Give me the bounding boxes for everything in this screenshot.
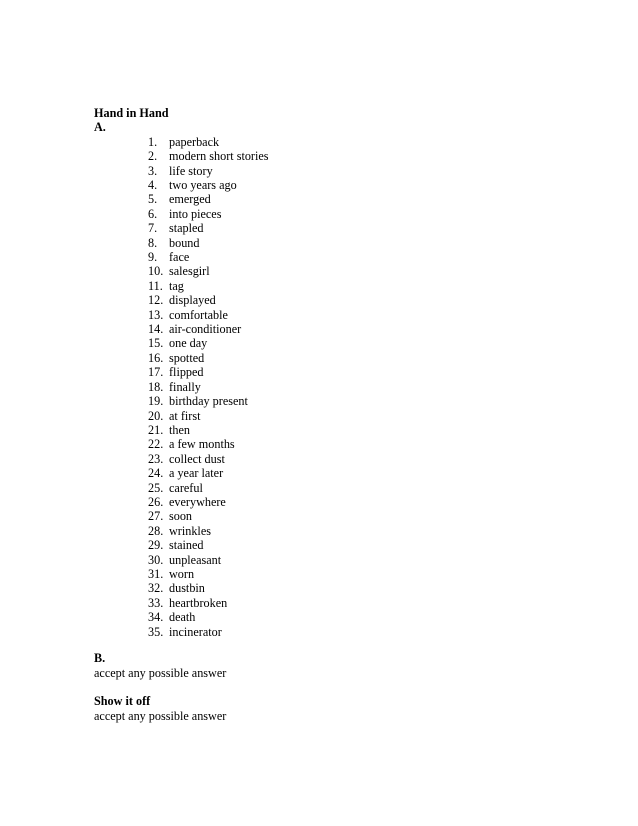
- list-item: [148, 452, 269, 466]
- list-item-number: 24.: [148, 466, 164, 481]
- list-item-number: 33.: [148, 595, 164, 610]
- list-item: [148, 538, 269, 552]
- list-item: [148, 466, 269, 480]
- list-item-text: collect dust: [169, 451, 225, 466]
- list-item-number: 12.: [148, 293, 164, 308]
- list-item-text: bound: [169, 235, 200, 250]
- list-item: [148, 437, 269, 451]
- answer-list: [148, 135, 269, 639]
- list-item-text: careful: [169, 480, 203, 495]
- list-item: [148, 135, 269, 149]
- list-item-number: 27.: [148, 509, 164, 524]
- list-item-text: air-conditioner: [169, 322, 242, 337]
- list-item: [148, 596, 269, 610]
- list-item-number: 9.: [148, 250, 158, 265]
- list-item-number: 20.: [148, 408, 164, 423]
- list-item: [148, 264, 269, 278]
- list-item-number: 26.: [148, 494, 164, 509]
- list-item: [148, 581, 269, 595]
- list-item-text: stapled: [169, 221, 204, 236]
- list-item-text: one day: [169, 336, 208, 351]
- list-item: [148, 610, 269, 624]
- list-item-number: 35.: [148, 624, 164, 639]
- list-item: [148, 336, 269, 350]
- list-item-text: unpleasant: [169, 552, 222, 567]
- list-item-text: two years ago: [169, 178, 237, 193]
- list-item-text: emerged: [169, 192, 211, 207]
- section-a-heading: A.: [94, 120, 106, 135]
- list-item-text: tag: [169, 278, 184, 293]
- list-item-text: wrinkles: [169, 523, 211, 538]
- list-item-text: a year later: [169, 466, 224, 481]
- list-item: [148, 365, 269, 379]
- list-item: [148, 250, 269, 264]
- list-item-number: 23.: [148, 451, 164, 466]
- list-item-text: worn: [169, 566, 195, 581]
- list-item-text: death: [169, 610, 196, 625]
- list-item-text: dustbin: [169, 581, 205, 596]
- list-item-number: 5.: [148, 192, 158, 207]
- list-item-number: 31.: [148, 566, 164, 581]
- list-item-text: modern short stories: [169, 149, 269, 164]
- list-item: [148, 293, 269, 307]
- list-item-number: 19.: [148, 394, 164, 409]
- list-item-number: 10.: [148, 264, 164, 279]
- document-title: Hand in Hand: [94, 106, 169, 120]
- list-item: [148, 524, 269, 538]
- list-item-number: 18.: [148, 379, 164, 394]
- list-item-number: 3.: [148, 163, 158, 178]
- list-item-text: displayed: [169, 293, 216, 308]
- list-item: [148, 236, 269, 250]
- list-item-number: 1.: [148, 134, 158, 149]
- list-item: [148, 351, 269, 365]
- list-item-number: 8.: [148, 235, 158, 250]
- list-item-text: finally: [169, 379, 201, 394]
- list-item-number: 28.: [148, 523, 164, 538]
- list-item-text: stained: [169, 538, 204, 553]
- list-item-text: face: [169, 250, 190, 265]
- list-item-text: everywhere: [169, 494, 226, 509]
- list-item: [148, 509, 269, 523]
- list-item-text: a few months: [169, 437, 235, 452]
- list-item: [148, 308, 269, 322]
- list-item: [148, 207, 269, 221]
- list-item-number: 2.: [148, 149, 158, 164]
- list-item: [148, 394, 269, 408]
- list-item: [148, 322, 269, 336]
- list-item-text: comfortable: [169, 307, 228, 322]
- list-item-text: spotted: [169, 350, 205, 365]
- list-item-number: 29.: [148, 538, 164, 553]
- section-b-text: accept any possible answer: [94, 666, 227, 680]
- list-item-text: heartbroken: [169, 595, 228, 610]
- list-item-text: at first: [169, 408, 201, 423]
- list-item: [148, 380, 269, 394]
- list-item: [148, 553, 269, 567]
- list-item: [148, 495, 269, 509]
- list-item-number: 22.: [148, 437, 164, 452]
- list-item-number: 17.: [148, 365, 164, 380]
- list-item: [148, 164, 269, 178]
- list-item: [148, 567, 269, 581]
- list-item-number: 4.: [148, 178, 158, 193]
- list-item-text: birthday present: [169, 394, 248, 409]
- list-item: [148, 149, 269, 163]
- list-item-number: 13.: [148, 307, 164, 322]
- list-item-number: 21.: [148, 422, 164, 437]
- list-item-text: soon: [169, 509, 193, 524]
- list-item-number: 11.: [148, 278, 163, 293]
- show-it-off-heading: Show it off: [94, 694, 151, 708]
- list-item: [148, 279, 269, 293]
- list-item-number: 6.: [148, 206, 158, 221]
- list-item-number: 14.: [148, 322, 164, 337]
- list-item-text: flipped: [169, 365, 204, 380]
- list-item: [148, 423, 269, 437]
- section-b-heading: B.: [94, 651, 106, 665]
- list-item-number: 34.: [148, 610, 164, 625]
- show-it-off-text: accept any possible answer: [94, 709, 227, 723]
- list-item-text: then: [169, 422, 190, 437]
- list-item-text: salesgirl: [169, 264, 210, 279]
- list-item-text: life story: [169, 163, 213, 178]
- list-item-number: 25.: [148, 480, 164, 495]
- list-item-number: 16.: [148, 350, 164, 365]
- list-item: [148, 192, 269, 206]
- list-item: [148, 625, 269, 639]
- list-item: [148, 178, 269, 192]
- list-item: [148, 409, 269, 423]
- list-item-text: into pieces: [169, 206, 222, 221]
- list-item: [148, 481, 269, 495]
- list-item-text: incinerator: [169, 624, 222, 639]
- list-item-text: paperback: [169, 134, 220, 149]
- list-item: [148, 221, 269, 235]
- list-item-number: 7.: [148, 221, 158, 236]
- list-item-number: 32.: [148, 581, 164, 596]
- list-item-number: 15.: [148, 336, 164, 351]
- list-item-number: 30.: [148, 552, 164, 567]
